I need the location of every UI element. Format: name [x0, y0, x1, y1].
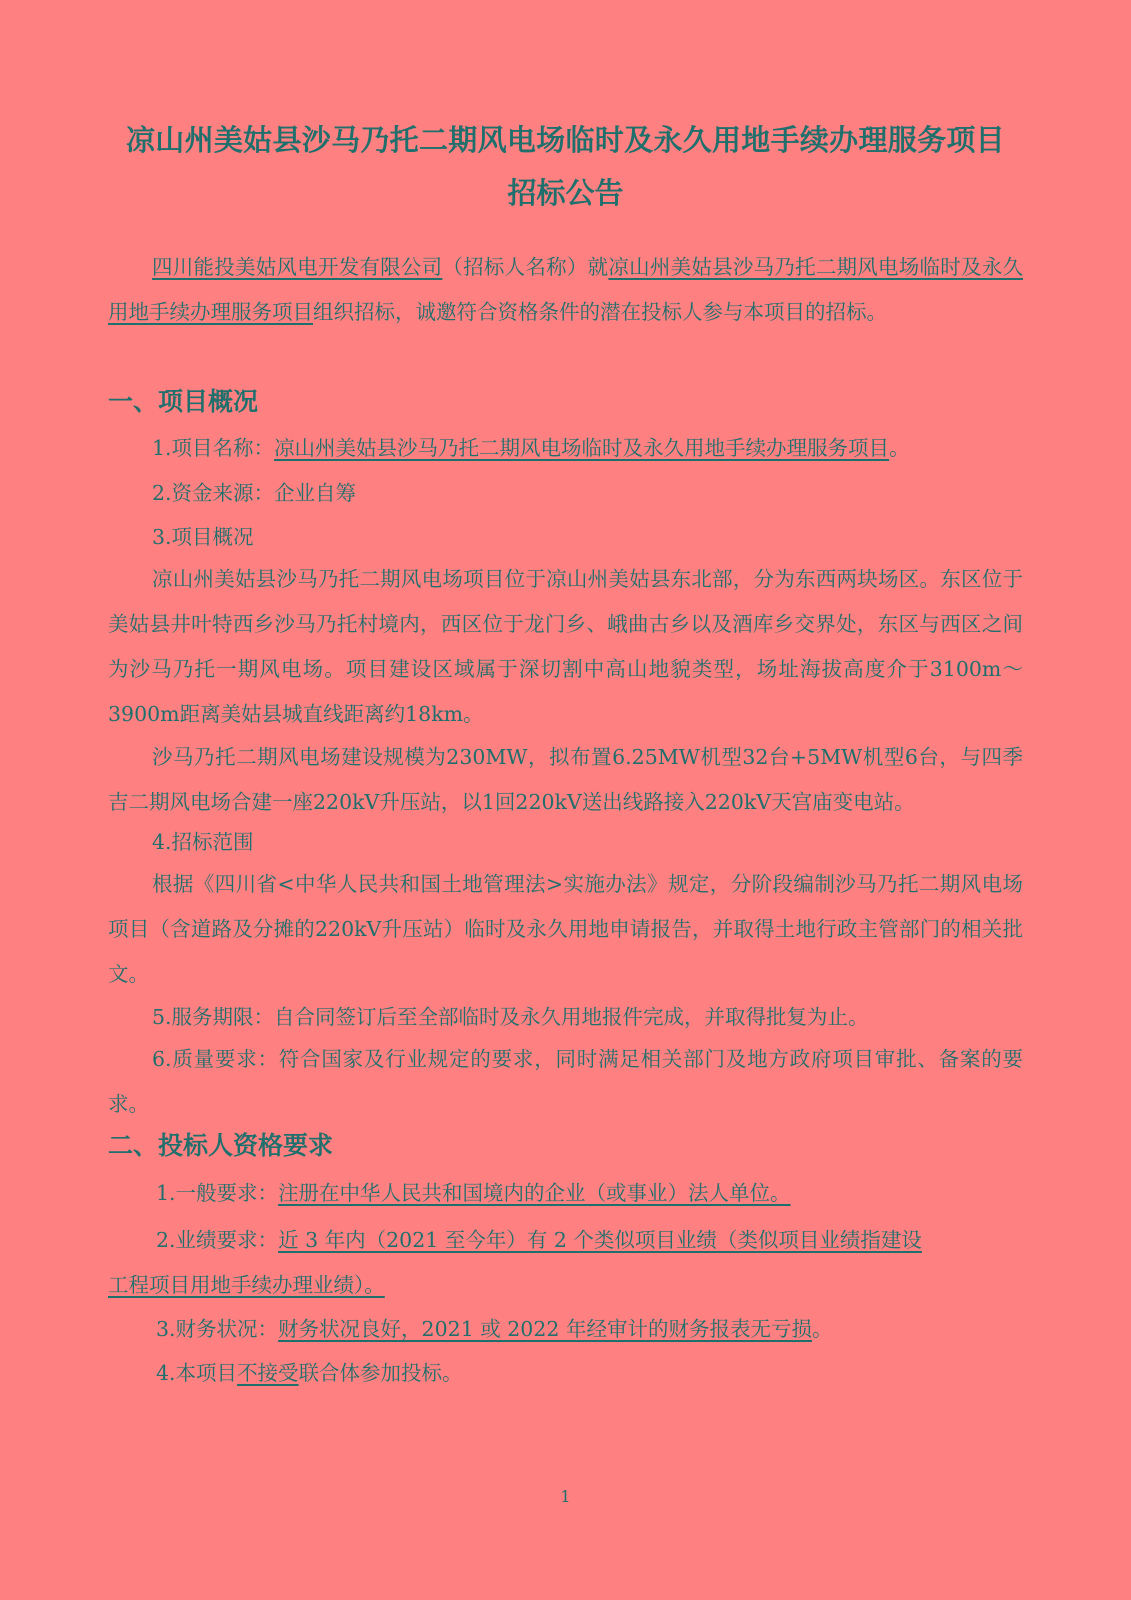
req-performance [156, 1220, 922, 1260]
req-general [156, 1173, 791, 1213]
item-project-name-end: 。 [889, 436, 910, 460]
req-financial [156, 1309, 832, 1349]
req-financial-value: 财务状况良好，2021 或 2022 年经审计的财务报表无亏损 [278, 1317, 812, 1341]
tenderer-name: 四川能投美姑风电开发有限公司 [152, 255, 443, 279]
document-title-line1: 凉山州美姑县沙马乃托二期风电场临时及永久用地手续办理服务项目 [125, 123, 1005, 157]
req-consortium [156, 1353, 463, 1393]
req-performance-label: 2.业绩要求： [156, 1228, 279, 1252]
req-performance-cont [108, 1265, 385, 1305]
item-bid-scope: 4.招标范围 [152, 830, 254, 854]
item-project-name-label: 1.项目名称： [152, 436, 275, 460]
intro-paragraph [108, 245, 1023, 335]
document-page [108, 0, 1023, 1600]
scope-paragraph: 根据《四川省<中华人民共和国土地管理法>实施办法》规定，分阶段编制沙马乃托二期风电场项目（含道路及分摊的220kV升压站）临时及永久用地申请报告，并取得土地行政主管部门的相关批文。 [108, 872, 1023, 986]
req-consortium-post: 联合体参加投标。 [298, 1361, 463, 1385]
intro-rest: 组织招标，诚邀符合资格条件的潜在投标人参与本项目的招标。 [313, 300, 887, 324]
req-financial-label: 3.财务状况： [156, 1317, 279, 1341]
item-project-name [152, 428, 910, 468]
req-general-value: 注册在中华人民共和国境内的企业（或事业）法人单位。 [278, 1181, 791, 1205]
item-quality-requirement: 6.质量要求：符合国家及行业规定的要求，同时满足相关部门及地方政府项目审批、备案的要求。 [108, 1047, 1023, 1116]
section1-heading: 一、项目概况 [108, 387, 259, 416]
tenderer-note: （招标人名称）就 [442, 255, 609, 279]
req-performance-value-2: 工程项目用地手续办理业绩）。 [108, 1273, 385, 1297]
req-financial-end: 。 [811, 1317, 833, 1341]
section2-heading: 二、投标人资格要求 [108, 1131, 334, 1160]
req-consortium-not-accepted: 不接受 [237, 1361, 299, 1385]
overview-paragraph-1: 凉山州美姑县沙马乃托二期风电场项目位于凉山州美姑县东北部，分为东西两块场区。东区位于美姑县井叶特西乡沙马乃托村境内，西区位于龙门乡、峨曲古乡以及酒库乡交界处，东区与西区之间为沙马乃托一期风电场。项目建设区域属于深切割中高山地貌类型，场址海拔高度介于3100m～3900m距离美姑县城直线距离约18km。 [108, 567, 1023, 726]
item-project-overview: 3.项目概况 [152, 525, 254, 549]
item-project-name-value: 凉山州美姑县沙马乃托二期风电场临时及永久用地手续办理服务项目 [274, 436, 890, 460]
req-performance-value-1: 近 3 年内（2021 至今年）有 2 个类似项目业绩（类似项目业绩指建设 [278, 1228, 922, 1252]
page-number: 1 [560, 1487, 571, 1506]
overview-paragraph-2: 沙马乃托二期风电场建设规模为230MW，拟布置6.25MW机型32台+5MW机型6台，与四季吉二期风电场合建一座220kV升压站，以1回220kV送出线路接入220kV天宫庙变电站。 [108, 745, 1023, 814]
intro-project-name: 凉山州美姑县沙马乃托二期风电场临时及永久用地手续办理服务项目 [108, 255, 1024, 324]
req-consortium-pre: 4.本项目 [156, 1361, 238, 1385]
document-title-line2: 招标公告 [507, 176, 624, 210]
item-funding-source: 2.资金来源：企业自筹 [152, 481, 357, 505]
item-service-period: 5.服务期限：自合同签订后至全部临时及永久用地报件完成，并取得批复为止。 [152, 1005, 869, 1029]
req-general-label: 1.一般要求： [156, 1181, 279, 1205]
